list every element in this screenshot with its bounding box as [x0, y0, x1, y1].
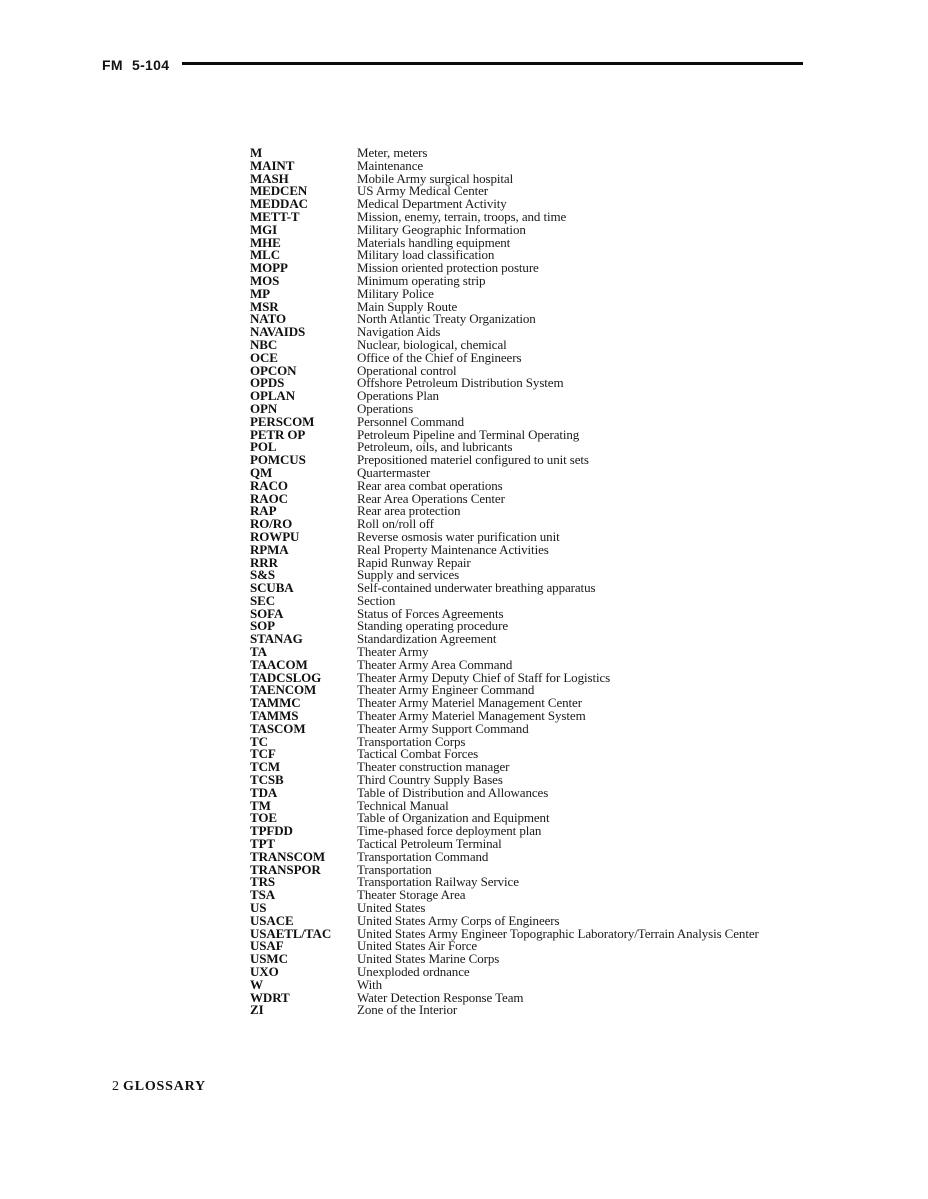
glossary-abbreviation: SEC — [250, 592, 275, 608]
glossary-entry — [250, 326, 796, 339]
glossary-definition: Standardization Agreement — [357, 631, 497, 647]
glossary-abbreviation: MEDDAC — [250, 196, 308, 212]
page-title: FM 5-104 — [102, 57, 170, 73]
glossary-abbreviation: ROWPU — [250, 528, 300, 544]
glossary-entry — [250, 966, 796, 979]
glossary-entry — [250, 633, 796, 646]
glossary-abbreviation: TAENCOM — [250, 682, 317, 698]
glossary-definition: Maintenance — [357, 157, 424, 173]
glossary-definition: Zone of the Interior — [357, 1002, 458, 1018]
glossary-abbreviation: POMCUS — [250, 452, 306, 468]
glossary-entry — [250, 336, 796, 352]
glossary-definition: North Atlantic Treaty Organization — [357, 311, 536, 327]
glossary-abbreviation: TM — [250, 797, 271, 813]
glossary-abbreviation: WDRT — [250, 989, 290, 1005]
glossary-definition: United States Army Engineer Topographic Laboratory/Terrain Analysis Center — [357, 925, 759, 941]
glossary-definition: Transportation Corps — [357, 733, 466, 749]
glossary-abbreviation: METT-T — [250, 208, 300, 224]
glossary-definition: Theater construction manager — [357, 759, 510, 775]
glossary-definition: Theater Army Deputy Chief of Staff for Logistics — [357, 669, 611, 685]
glossary-entry — [250, 426, 796, 442]
glossary-abbreviation: RRR — [250, 554, 278, 570]
footer-glossary-label: GLOSSARY — [123, 1079, 206, 1094]
glossary-entry — [250, 720, 796, 736]
glossary-entry — [250, 876, 796, 889]
glossary-definition: Rapid Runway Repair — [357, 554, 471, 570]
glossary-entry — [250, 861, 796, 877]
glossary-definition: Mission oriented protection posture — [357, 260, 539, 276]
glossary-abbreviation: TC — [250, 733, 268, 749]
glossary-abbreviation: RO/RO — [250, 516, 293, 532]
glossary-abbreviation: USAETL/TAC — [250, 925, 332, 941]
glossary-abbreviation: MHE — [250, 234, 281, 250]
glossary-entry — [250, 221, 796, 237]
glossary-definition: Tactical Combat Forces — [357, 746, 479, 762]
glossary-abbreviation: OPLAN — [250, 388, 296, 404]
glossary-entry — [250, 490, 796, 506]
glossary-definition: Roll on/roll off — [357, 516, 434, 532]
glossary-definition: Supply and services — [357, 567, 460, 583]
glossary-abbreviation: MGI — [250, 221, 278, 237]
glossary-entry — [250, 940, 796, 953]
glossary-entry — [250, 889, 796, 902]
glossary-abbreviation: SOFA — [250, 605, 284, 621]
glossary-definition: Theater Army Area Command — [357, 656, 513, 672]
glossary-abbreviation: TAMMS — [250, 708, 299, 724]
glossary-definition: Mobile Army surgical hospital — [357, 170, 514, 186]
glossary-definition: Reverse osmosis water purification unit — [357, 528, 560, 544]
glossary-definition: Minimum operating strip — [357, 272, 486, 288]
glossary-abbreviation: TSA — [250, 887, 275, 903]
glossary-definition: Offshore Petroleum Distribution System — [357, 375, 564, 391]
glossary-entry — [250, 953, 796, 966]
glossary-entry — [250, 262, 796, 275]
glossary-entry — [250, 454, 796, 467]
glossary-definition: Water Detection Response Team — [357, 989, 524, 1005]
glossary-abbreviation: MOS — [250, 272, 280, 288]
glossary-entry — [250, 390, 796, 403]
glossary-definition: Theater Army Materiel Management Center — [357, 695, 582, 711]
glossary-definition: Transportation — [357, 861, 432, 877]
glossary-abbreviation: NAVAIDS — [250, 324, 306, 340]
glossary-abbreviation: MAINT — [250, 157, 295, 173]
glossary-entry — [250, 234, 796, 250]
glossary-definition: Operations Plan — [357, 388, 439, 404]
glossary-abbreviation: MASH — [250, 170, 289, 186]
glossary-abbreviation: TCM — [250, 759, 281, 775]
glossary-list — [250, 147, 796, 1017]
glossary-abbreviation: OPN — [250, 400, 278, 416]
glossary-abbreviation: RAOC — [250, 490, 288, 506]
glossary-entry — [250, 464, 796, 480]
glossary-entry — [250, 582, 796, 595]
glossary-abbreviation: POL — [250, 439, 277, 455]
glossary-abbreviation: PETR OP — [250, 426, 306, 442]
glossary-entry — [250, 761, 796, 774]
glossary-abbreviation: OPDS — [250, 375, 285, 391]
glossary-definition: Navigation Aids — [357, 324, 441, 340]
glossary-entry — [250, 976, 796, 992]
glossary-entry — [250, 157, 796, 173]
glossary-definition: Military Geographic Information — [357, 221, 526, 237]
glossary-entry — [250, 400, 796, 416]
glossary-abbreviation: TDA — [250, 784, 278, 800]
glossary-definition: Third Country Supply Bases — [357, 772, 503, 788]
glossary-entry — [250, 838, 796, 851]
glossary-entry — [250, 170, 796, 186]
glossary-entry — [250, 272, 796, 288]
glossary-abbreviation: UXO — [250, 964, 279, 979]
glossary-abbreviation: TCF — [250, 746, 276, 762]
glossary-definition: United States Air Force — [357, 938, 478, 954]
glossary-abbreviation: TRANSCOM — [250, 848, 326, 864]
glossary-abbreviation: TADCSLOG — [250, 669, 322, 685]
glossary-entry — [250, 646, 796, 659]
glossary-entry — [250, 505, 796, 518]
glossary-abbreviation: OCE — [250, 349, 278, 365]
glossary-definition: With — [357, 976, 383, 992]
glossary-abbreviation: MP — [250, 285, 271, 301]
glossary-entry — [250, 605, 796, 621]
glossary-abbreviation: US — [250, 900, 267, 916]
glossary-entry — [250, 748, 796, 761]
glossary-entry — [250, 285, 796, 301]
glossary-definition: Theater Storage Area — [357, 887, 466, 903]
glossary-definition: Time-phased force deployment plan — [357, 823, 542, 839]
glossary-abbreviation: TOE — [250, 810, 277, 826]
glossary-entry — [250, 848, 796, 864]
glossary-entry — [250, 541, 796, 557]
glossary-entry — [250, 989, 796, 1005]
glossary-definition: Military Police — [357, 285, 434, 301]
glossary-definition: Nuclear, biological, chemical — [357, 336, 507, 352]
glossary-definition: Operational control — [357, 362, 457, 378]
glossary-abbreviation: MEDCEN — [250, 183, 308, 199]
glossary-definition: Office of the Chief of Engineers — [357, 349, 522, 365]
glossary-abbreviation: NATO — [250, 311, 286, 327]
glossary-abbreviation: MSR — [250, 298, 279, 314]
glossary-definition: Transportation Command — [357, 848, 489, 864]
glossary-definition: Quartermaster — [357, 464, 431, 480]
glossary-definition: Prepositioned materiel configured to unit sets — [357, 452, 589, 468]
glossary-entry — [250, 313, 796, 326]
glossary-abbreviation: W — [250, 976, 263, 992]
glossary-abbreviation: TRANSPOR — [250, 861, 321, 877]
glossary-entry — [250, 147, 796, 160]
glossary-definition: Operations — [357, 400, 414, 416]
glossary-definition: Meter, meters — [357, 145, 428, 160]
glossary-definition: United States — [357, 900, 426, 916]
glossary-definition: Petroleum Pipeline and Terminal Operating — [357, 426, 580, 442]
header-rule-divider — [182, 62, 803, 65]
glossary-definition: Status of Forces Agreements — [357, 605, 504, 621]
footer-page-number: 2 — [112, 1079, 119, 1094]
glossary-abbreviation: TAACOM — [250, 656, 308, 672]
glossary-entry — [250, 733, 796, 749]
glossary-abbreviation: S&S — [250, 567, 275, 583]
glossary-abbreviation: TCSB — [250, 772, 284, 788]
glossary-abbreviation: TPFDD — [250, 823, 293, 839]
glossary-definition: Theater Army Support Command — [357, 720, 529, 736]
glossary-definition: Standing operating procedure — [357, 618, 508, 634]
glossary-entry — [250, 784, 796, 800]
glossary-definition: Personnel Command — [357, 413, 464, 429]
glossary-abbreviation: TPT — [250, 836, 275, 852]
glossary-abbreviation: TA — [250, 644, 267, 660]
glossary-definition: Rear area combat operations — [357, 477, 503, 493]
glossary-definition: Technical Manual — [357, 797, 449, 813]
glossary-definition: Unexploded ordnance — [357, 964, 470, 979]
glossary-definition: Main Supply Route — [357, 298, 458, 314]
glossary-definition: Tactical Petroleum Terminal — [357, 836, 502, 852]
glossary-entry — [250, 377, 796, 390]
glossary-abbreviation: USACE — [250, 912, 294, 928]
glossary-abbreviation: TRS — [250, 874, 275, 890]
glossary-abbreviation: TASCOM — [250, 720, 306, 736]
glossary-abbreviation: QM — [250, 464, 273, 480]
glossary-definition: Theater Army — [357, 644, 429, 660]
glossary-definition: Self-contained underwater breathing apparatus — [357, 580, 596, 596]
glossary-entry — [250, 185, 796, 198]
glossary-abbreviation: NBC — [250, 336, 278, 352]
glossary-abbreviation: SOP — [250, 618, 275, 634]
glossary-definition: United States Army Corps of Engineers — [357, 912, 560, 928]
glossary-definition: Materials handling equipment — [357, 234, 511, 250]
glossary-definition: Table of Organization and Equipment — [357, 810, 550, 826]
glossary-abbreviation: MLC — [250, 247, 281, 263]
glossary-definition: Petroleum, oils, and lubricants — [357, 439, 513, 455]
glossary-abbreviation: MOPP — [250, 260, 288, 276]
glossary-abbreviation: RACO — [250, 477, 288, 493]
glossary-abbreviation: RAP — [250, 503, 277, 519]
glossary-entry — [250, 554, 796, 570]
glossary-abbreviation: RPMA — [250, 541, 289, 557]
glossary-definition: Rear Area Operations Center — [357, 490, 505, 506]
glossary-abbreviation: M — [250, 145, 263, 160]
glossary-entry — [250, 349, 796, 365]
glossary-definition: Theater Army Engineer Command — [357, 682, 535, 698]
glossary-abbreviation: SCUBA — [250, 580, 294, 596]
glossary-entry — [250, 825, 796, 838]
glossary-entry — [250, 925, 796, 941]
glossary-abbreviation: OPCON — [250, 362, 297, 378]
glossary-definition: Section — [357, 592, 396, 608]
glossary-abbreviation: PERSCOM — [250, 413, 315, 429]
glossary-abbreviation: ZI — [250, 1002, 264, 1018]
glossary-definition: Rear area protection — [357, 503, 461, 519]
glossary-definition: Medical Department Activity — [357, 196, 507, 212]
glossary-abbreviation: TAMMC — [250, 695, 301, 711]
glossary-entry — [250, 1004, 796, 1017]
glossary-definition: United States Marine Corps — [357, 951, 500, 967]
page-footer — [112, 1079, 206, 1095]
glossary-entry — [250, 620, 796, 633]
glossary-abbreviation: USMC — [250, 951, 288, 967]
glossary-abbreviation: USAF — [250, 938, 284, 954]
glossary-definition: Real Property Maintenance Activities — [357, 541, 549, 557]
glossary-definition: Table of Distribution and Allowances — [357, 784, 549, 800]
glossary-abbreviation: STANAG — [250, 631, 303, 647]
glossary-entry — [250, 592, 796, 608]
glossary-definition: Theater Army Materiel Management System — [357, 708, 586, 724]
glossary-definition: US Army Medical Center — [357, 183, 489, 199]
glossary-definition: Mission, enemy, terrain, troops, and time — [357, 208, 567, 224]
glossary-definition: Military load classification — [357, 247, 495, 263]
glossary-definition: Transportation Railway Service — [357, 874, 519, 890]
glossary-entry — [250, 477, 796, 493]
